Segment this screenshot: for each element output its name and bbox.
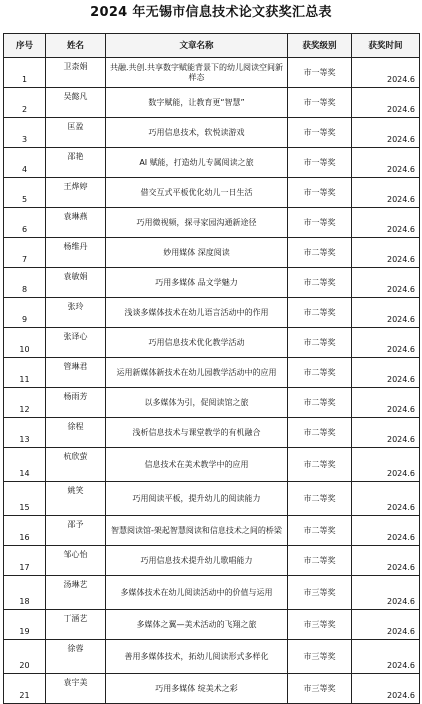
cell-article: 共融.共创.共享数字赋能背景下的幼儿阅读空间新样态: [106, 58, 288, 88]
cell-article: 巧用多媒体 绽美术之彩: [106, 674, 288, 704]
cell-time: 2024.6: [352, 576, 420, 610]
cell-level: 市一等奖: [288, 118, 352, 148]
cell-name: 徐蓉: [46, 640, 106, 674]
table-row: [4, 268, 420, 298]
cell-level: 市二等奖: [288, 482, 352, 516]
cell-no: 21: [4, 674, 46, 704]
cell-article: 妙用媒体 深度阅读: [106, 238, 288, 268]
cell-time: 2024.6: [352, 238, 420, 268]
cell-level: 市二等奖: [288, 388, 352, 418]
cell-name: 袁敏娟: [46, 268, 106, 298]
table-row: [4, 328, 420, 358]
cell-article: 巧用信息技术优化教学活动: [106, 328, 288, 358]
cell-name: 丁涵艺: [46, 610, 106, 640]
cell-no: 20: [4, 640, 46, 674]
cell-no: 19: [4, 610, 46, 640]
table-row: [4, 58, 420, 88]
table-header-row: [4, 34, 420, 58]
cell-no: 15: [4, 482, 46, 516]
cell-article: 多媒体之翼—美术活动的飞翔之旅: [106, 610, 288, 640]
cell-name: 徐程: [46, 418, 106, 448]
cell-level: 市一等奖: [288, 178, 352, 208]
table-row: [4, 546, 420, 576]
cell-time: 2024.6: [352, 298, 420, 328]
cell-name: 汤琳艺: [46, 576, 106, 610]
cell-name: 姚笑: [46, 482, 106, 516]
cell-no: 6: [4, 208, 46, 238]
cell-article: 信息技术在美术教学中的应用: [106, 448, 288, 482]
cell-time: 2024.6: [352, 118, 420, 148]
cell-no: 14: [4, 448, 46, 482]
cell-no: 11: [4, 358, 46, 388]
cell-no: 9: [4, 298, 46, 328]
award-table: [3, 33, 420, 704]
table-row: [4, 388, 420, 418]
cell-level: 市一等奖: [288, 148, 352, 178]
table-row: [4, 516, 420, 546]
cell-level: 市二等奖: [288, 546, 352, 576]
cell-level: 市一等奖: [288, 208, 352, 238]
cell-name: 邵予: [46, 516, 106, 546]
cell-no: 5: [4, 178, 46, 208]
table-row: [4, 148, 420, 178]
table-row: [4, 448, 420, 482]
table-row: [4, 208, 420, 238]
cell-no: 13: [4, 418, 46, 448]
cell-time: 2024.6: [352, 674, 420, 704]
cell-time: 2024.6: [352, 610, 420, 640]
cell-article: 善用多媒体技术，拓幼儿阅读形式多样化: [106, 640, 288, 674]
table-row: [4, 238, 420, 268]
cell-no: 17: [4, 546, 46, 576]
header-no: 序号: [4, 34, 46, 58]
cell-article: 巧用多媒体 品文学魅力: [106, 268, 288, 298]
cell-level: 市一等奖: [288, 58, 352, 88]
header-time: 获奖时间: [352, 34, 420, 58]
page-title: 2024 年无锡市信息技术论文获奖汇总表: [90, 5, 332, 20]
cell-article: 多媒体技术在幼儿阅读活动中的价值与运用: [106, 576, 288, 610]
cell-level: 市二等奖: [288, 418, 352, 448]
cell-name: 张玲: [46, 298, 106, 328]
cell-article: 智慧阅读馆-架起智慧阅读和信息技术之间的桥梁: [106, 516, 288, 546]
cell-level: 市二等奖: [288, 238, 352, 268]
cell-level: 市三等奖: [288, 576, 352, 610]
table-row: [4, 674, 420, 704]
cell-level: 市三等奖: [288, 610, 352, 640]
cell-level: 市三等奖: [288, 640, 352, 674]
cell-no: 3: [4, 118, 46, 148]
cell-name: 杨维丹: [46, 238, 106, 268]
cell-no: 7: [4, 238, 46, 268]
cell-level: 市二等奖: [288, 268, 352, 298]
cell-time: 2024.6: [352, 482, 420, 516]
header-article: 文章名称: [106, 34, 288, 58]
cell-name: 袁琳燕: [46, 208, 106, 238]
cell-level: 市二等奖: [288, 448, 352, 482]
table-row: [4, 482, 420, 516]
cell-time: 2024.6: [352, 516, 420, 546]
cell-level: 市二等奖: [288, 328, 352, 358]
cell-name: 杭欣萤: [46, 448, 106, 482]
table-row: [4, 178, 420, 208]
cell-no: 12: [4, 388, 46, 418]
cell-time: 2024.6: [352, 268, 420, 298]
cell-name: 吴懿凡: [46, 88, 106, 118]
header-name: 姓名: [46, 34, 106, 58]
cell-article: 巧用微视频，探寻家园沟通新途径: [106, 208, 288, 238]
cell-name: 管琳君: [46, 358, 106, 388]
cell-no: 1: [4, 58, 46, 88]
cell-no: 16: [4, 516, 46, 546]
cell-time: 2024.6: [352, 640, 420, 674]
table-row: [4, 118, 420, 148]
cell-name: 张译心: [46, 328, 106, 358]
cell-time: 2024.6: [352, 328, 420, 358]
header-level: 获奖级别: [288, 34, 352, 58]
cell-level: 市三等奖: [288, 674, 352, 704]
cell-article: 巧用信息技术，软悦读游戏: [106, 118, 288, 148]
cell-article: 浅谈多媒体技术在幼儿语言活动中的作用: [106, 298, 288, 328]
cell-article: 借交互式平板优化幼儿一日生活: [106, 178, 288, 208]
cell-level: 市二等奖: [288, 516, 352, 546]
cell-no: 4: [4, 148, 46, 178]
cell-name: 卫柰娟: [46, 58, 106, 88]
cell-time: 2024.6: [352, 148, 420, 178]
cell-level: 市二等奖: [288, 358, 352, 388]
table-row: [4, 298, 420, 328]
cell-article: 巧用信息技术提升幼儿歌唱能力: [106, 546, 288, 576]
table-row: [4, 610, 420, 640]
cell-name: 匡盈: [46, 118, 106, 148]
cell-time: 2024.6: [352, 448, 420, 482]
cell-article: 以多媒体为引，促阅读馆之旅: [106, 388, 288, 418]
cell-name: 袁宇美: [46, 674, 106, 704]
table-row: [4, 88, 420, 118]
cell-time: 2024.6: [352, 178, 420, 208]
cell-time: 2024.6: [352, 546, 420, 576]
cell-no: 18: [4, 576, 46, 610]
cell-level: 市一等奖: [288, 88, 352, 118]
cell-time: 2024.6: [352, 88, 420, 118]
cell-time: 2024.6: [352, 58, 420, 88]
cell-time: 2024.6: [352, 208, 420, 238]
cell-no: 8: [4, 268, 46, 298]
cell-name: 王烨婷: [46, 178, 106, 208]
cell-no: 2: [4, 88, 46, 118]
cell-article: 浅析信息技术与课堂教学的有机融合: [106, 418, 288, 448]
cell-article: 数字赋能，让教育更“智慧”: [106, 88, 288, 118]
cell-name: 杨雨芳: [46, 388, 106, 418]
cell-article: 巧用阅读平板，提升幼儿的阅读能力: [106, 482, 288, 516]
table-row: [4, 358, 420, 388]
cell-level: 市二等奖: [288, 298, 352, 328]
cell-time: 2024.6: [352, 418, 420, 448]
cell-article: 运用新媒体新技术在幼儿园教学活动中的应用: [106, 358, 288, 388]
table-row: [4, 576, 420, 610]
cell-time: 2024.6: [352, 358, 420, 388]
cell-article: AI 赋能，打造幼儿专属阅读之旅: [106, 148, 288, 178]
cell-time: 2024.6: [352, 388, 420, 418]
cell-name: 邵艳: [46, 148, 106, 178]
cell-name: 邹心怡: [46, 546, 106, 576]
cell-no: 10: [4, 328, 46, 358]
table-row: [4, 418, 420, 448]
